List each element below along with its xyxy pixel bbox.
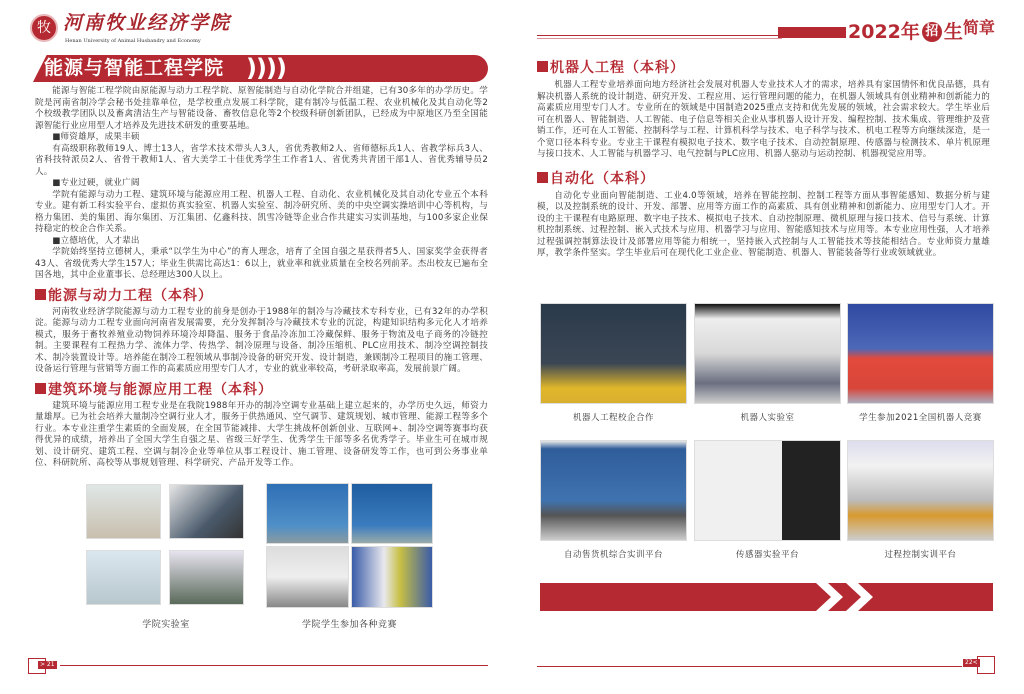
subheading-faculty: ■师资雄厚，成果丰硕	[52, 132, 140, 142]
footer-line	[537, 666, 962, 667]
caption-robot-lab: 机器人实验室	[740, 413, 795, 423]
robot-cooperation-photo	[540, 303, 687, 404]
title-year: 2022年	[848, 21, 920, 43]
talent-paragraph: 学院始终坚持立德树人，秉承“以学生为中心”的育人理念，培育了全国自强之星获得者5人、国家奖学金获得者43人、省级优秀大学生157人；毕业生供需比高达1：6以上，就业率和就业质量在全校名列前茅。杰出校友已遍布全国各地，其中企业董事长、总经理达300人以上。	[35, 247, 488, 280]
heading-building-env	[35, 382, 488, 399]
lab-photo-2	[169, 484, 244, 539]
university-name: 河南牧业经济学院	[63, 12, 232, 34]
competition-photo-4	[351, 546, 433, 608]
robotics-paragraph: 机器人工程专业培养面向地方经济社会发展对机器人专业技术人才的需求，培养具有家国情怀和优良品德，具有解决机器人系统的设计制造、研究开发、工程应用、运行管理问题的能力，在机器人领域具有创业精神和创新能力的高素质应用型专门人才。专业所在的领域是中国制造2025重点支持和优先发展的领域，社会需求较大。学生毕业后可在机器人、智能制造、人工智能、电子信息等相关企业从事机器人设计开发、编程控制、技术集成、管理维护及营销工作，还可在人工智能、控制科学与工程、计算机科学与技术、电子科学与技术、机电工程等方向继续深造，是一个宽口径本科专业。专业主干课程有模拟电子技术、数字电子技术、自动控制原理、传感器与检测技术、单片机原理与接口技术、人工智能与机器学习、电气控制与PLC应用、机器人驱动与运动控制、机器视觉应用等。	[537, 80, 990, 159]
college-title: 能源与智能工程学院	[44, 57, 225, 79]
building-paragraph: 建筑环境与能源应用工程专业是在我院1988年开办的制冷空调专业基础上建立起来的，办学历史久远，师资力量雄厚。已为社会培养大量制冷空调行业人才，服务于供热通风、空气调节、建筑规划、城市管理、能源工程等多个行业。本专业注重学生素质的全面发展，在全国节能减排、大学生挑战杯创新创业、互联网+、制冷空调等赛事均获得优异的成绩，培养出了全国大学生自强之星、省级三好学生、优秀学生干部等多名优秀学子。毕业生可在城市规划、设计研究、建筑工程、空调与制冷企业等单位从事工程设计、施工管理、设备研发等工作，也可到公务事业单位、科研院所、高校等从事规划管理、科学研究、产品开发等工作。	[35, 400, 488, 468]
heading-text: 能源与动力工程（本科）	[48, 287, 213, 304]
header-line	[537, 35, 782, 36]
sensor-platform-photo	[694, 440, 841, 541]
heading-text: 建筑环境与能源应用工程（本科）	[48, 381, 273, 398]
college-intro	[35, 86, 488, 282]
university-seal-logo: 牧	[30, 14, 58, 42]
page-number-right: 22<	[965, 659, 978, 666]
brochure-title	[848, 20, 995, 44]
vending-platform-photo	[540, 440, 687, 541]
lab-photo-3	[86, 550, 161, 605]
caption-robot-cooperation: 机器人工程校企合作	[572, 413, 654, 423]
caption-robot-competition: 学生参加2021全国机器人竞赛	[859, 413, 982, 423]
faculty-paragraph: 有高级职称教师19人、博士13人，省学术技术带头人3人，省优秀教师2人、省师德标兵1人、省教学标兵3人、省科技特派员2人、省骨干教师1人、省大美学工十佳优秀学生工作者1人、省优秀共青团干部1人、省优秀辅导员2人。	[35, 143, 488, 177]
subheading-majors: ■专业过硬，就业广阔	[52, 178, 140, 188]
process-control-photo	[847, 440, 994, 541]
competition-photo-2	[351, 483, 433, 544]
automation-text	[537, 191, 990, 260]
heading-text: 自动化（本科）	[550, 170, 655, 187]
robot-lab-photo	[694, 303, 841, 404]
caption-lab: 学院实验室	[142, 620, 190, 630]
title-jianzhang: 简章	[962, 18, 995, 37]
caption-sensor-platform: 传感器实验平台	[735, 550, 799, 560]
header-bar	[778, 27, 846, 38]
heading-text: 机器人工程（本科）	[550, 60, 685, 76]
heading-robotics	[537, 60, 990, 77]
page-number-box	[977, 656, 995, 674]
heading-energy-power	[35, 288, 488, 305]
automation-paragraph: 自动化专业面向智能制造、工业4.0等领域，培养在智能控制、控制工程等方面从事智能感知、数据分析与建模，以及控制系统的设计、开发、部署、应用等方面工作的高素质、具有创业精神和创新能力、应用型专门人才。开设的主干课程有电路原理、数字电子技术、模拟电子技术、自动控制原理、微机原理与接口技术、信号与系统、计算机控制系统、过程控制、嵌入式技术与应用、机器学习与应用、智能感知技术与应用等。本专业应用性强，人才培养过程强调控制算法设计及部署应用等能力相统一，坚持嵌入式控制与人工智能技术等技能相结合。专业师资力量雄厚，教学条件坚实。学生毕业后可在现代化工业企业、智能制造、机器人、智能装备等行业或领域就业。	[537, 190, 990, 258]
caption-process-control: 过程控制实训平台	[884, 550, 957, 560]
chevron-icon: )	[276, 54, 287, 82]
decorative-red-band	[540, 583, 993, 611]
energy-power-text	[35, 307, 488, 376]
energy-paragraph: 河南牧业经济学院能源与动力工程专业的前身是创办于1988年的制冷与冷藏技术专科专业，已有32年的办学积淀。能源与动力工程专业面向河南省发展需要，充分发挥制冷与冷藏技术专业的沉淀，构建知识结构多元化人才培养模式，服务于畜牧养殖业动物饲养环境冷却降温、服务于食品冷冻加工冷藏保鲜、服务于物流及电子商务的冷链控制。主要课程有工程热力学、流体力学、传热学、制冷原理与设备、制冷压缩机、PLC应用技术、制冷空调控制技术、制冷装置设计等。培养能在制冷工程领域从事制冷设备的研究开发、设计制造，兼顾制冷工程项目的施工管理、设备运行管理与营销等方面工作的高素质应用型专门人才，专业的就业率较高，考研录取率高，发展前景广阔。	[35, 306, 488, 374]
heading-automation	[537, 171, 990, 188]
lab-photo-4	[169, 550, 244, 605]
caption-vending-platform: 自动售货机综合实训平台	[563, 550, 663, 560]
left-text-column	[35, 86, 488, 470]
header-line	[537, 38, 782, 39]
intro-paragraph: 能源与智能工程学院由原能源与动力工程学院、原智能制造与自动化学院合并组建，已有30多年的办学历史。学院是河南省制冷学会秘书处挂靠单位，是学校重点发展工科学院，建有制冷与低温工程、农业机械化及其自动化等2个校级教学团队以及畜禽清洁生产与智能设备、畜牧信息化等2个校级科研创新团队，已经成为中原地区乃至全国能源智能行业应用型人才培养及先进技术研发的重要基地。	[35, 86, 488, 131]
subheading-talent: ■立德培优，人才辈出	[52, 235, 140, 246]
chevron-icon: )	[246, 54, 257, 82]
lab-photo-1	[86, 484, 161, 539]
robot-competition-photo	[847, 303, 994, 404]
university-name-en: Henan University of Animal Husbandry and Economy	[65, 38, 201, 44]
building-env-text	[35, 401, 488, 470]
right-text-column	[537, 60, 990, 260]
title-zhao-circle: 招	[922, 22, 942, 42]
caption-competition: 学院学生参加各种竞赛	[301, 620, 397, 630]
footer-line	[60, 665, 488, 666]
page-number-left: > 21	[40, 661, 55, 668]
chevron-icon: )	[266, 54, 277, 82]
chevron-icon: )	[256, 54, 267, 82]
competition-photo-1	[266, 483, 349, 544]
double-chevron-icon	[540, 583, 993, 611]
competition-photo-3	[266, 546, 349, 608]
majors-paragraph: 学院有能源与动力工程、建筑环境与能源应用工程、机器人工程、自动化、农业机械化及其自动化专业五个本科专业。建有新工科实验平台、虚拟仿真实验室、机器人实验室、制冷研究所、美的中央空调实操培训中心等机构，与格力集团、美的集团、海尔集团、万江集团、亿鑫科技、凯雪冷链等企业合作共建实习实训基地，与100多家企业保持稳定的校企合作关系。	[35, 189, 488, 234]
title-sheng: 生	[943, 21, 963, 43]
robotics-text	[537, 80, 990, 161]
